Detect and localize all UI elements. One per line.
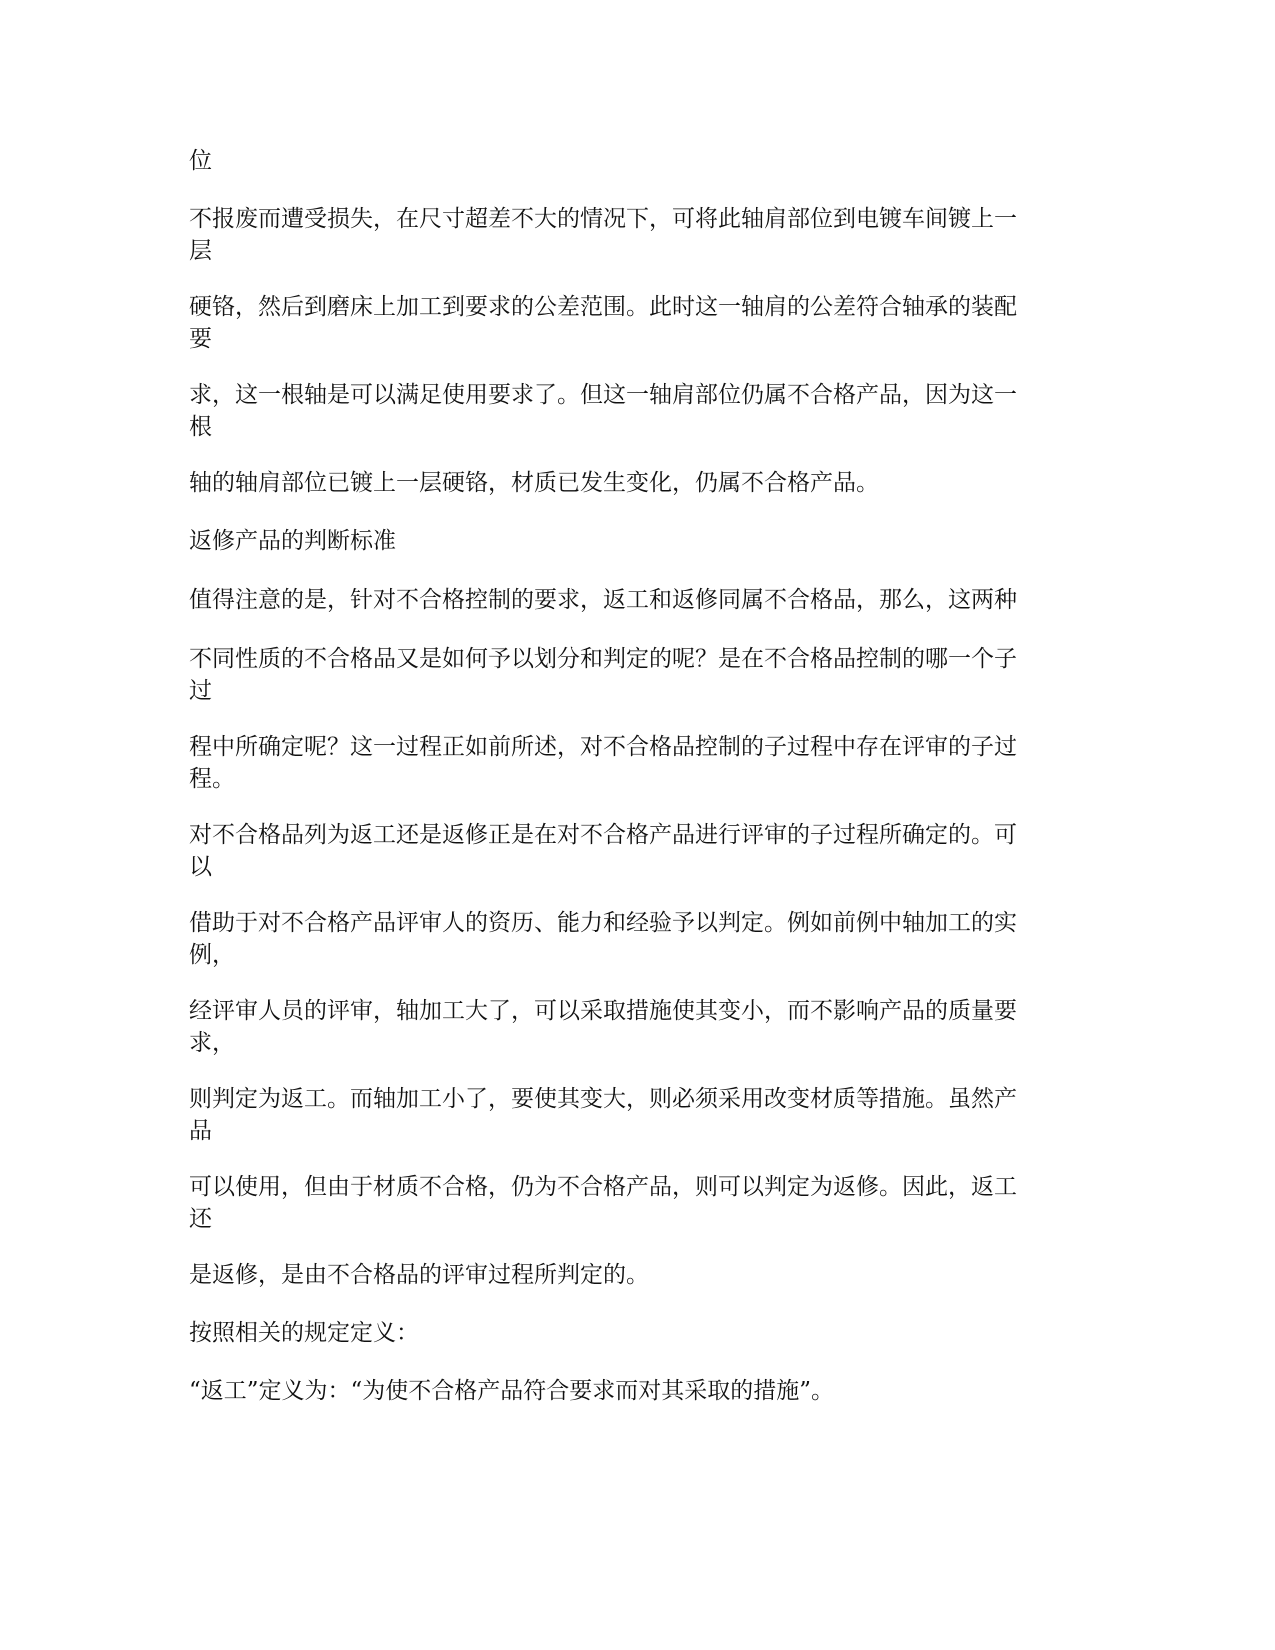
paragraph-13: 则判定为返工。而轴加工小了，要使其变大，则必须采用改变材质等措施。虽然产 品 — [189, 1086, 1017, 1144]
paragraph-5: 轴的轴肩部位已镀上一层硬铬，材质已发生变化，仍属不合格产品。 — [189, 470, 879, 496]
paragraph-1: 位 — [189, 148, 212, 174]
paragraph-7: 值得注意的是，针对不合格控制的要求，返工和返修同属不合格品，那么，这两种 — [189, 587, 1017, 613]
paragraph-10: 对不合格品列为返工还是返修正是在对不合格产品进行评审的子过程所确定的。可 以 — [189, 822, 1017, 880]
paragraph-16: 按照相关的规定定义： — [189, 1320, 419, 1346]
paragraph-12: 经评审人员的评审，轴加工大了，可以采取措施使其变小，而不影响产品的质量要 求， — [189, 998, 1017, 1056]
paragraph-9: 程中所确定呢？这一过程正如前所述，对不合格品控制的子过程中存在评审的子过 程。 — [189, 734, 1017, 792]
paragraph-11: 借助于对不合格产品评审人的资历、能力和经验予以判定。例如前例中轴加工的实 例， — [189, 910, 1017, 968]
paragraph-8: 不同性质的不合格品又是如何予以划分和判定的呢？是在不合格品控制的哪一个子 过 — [189, 646, 1017, 704]
section-heading: 返修产品的判断标准 — [189, 528, 396, 554]
paragraph-4: 求，这一根轴是可以满足使用要求了。但这一轴肩部位仍属不合格产品，因为这一 根 — [189, 382, 1017, 440]
paragraph-3: 硬铬，然后到磨床上加工到要求的公差范围。此时这一轴肩的公差符合轴承的装配 要 — [189, 294, 1017, 352]
paragraph-15: 是返修，是由不合格品的评审过程所判定的。 — [189, 1262, 649, 1288]
paragraph-2: 不报废而遭受损失，在尺寸超差不大的情况下，可将此轴肩部位到电镀车间镀上一 层 — [189, 206, 1017, 264]
paragraph-17: “返工”定义为：“为使不合格产品符合要求而对其采取的措施”。 — [189, 1378, 835, 1404]
paragraph-14: 可以使用，但由于材质不合格，仍为不合格产品，则可以判定为返修。因此，返工 还 — [189, 1174, 1017, 1232]
